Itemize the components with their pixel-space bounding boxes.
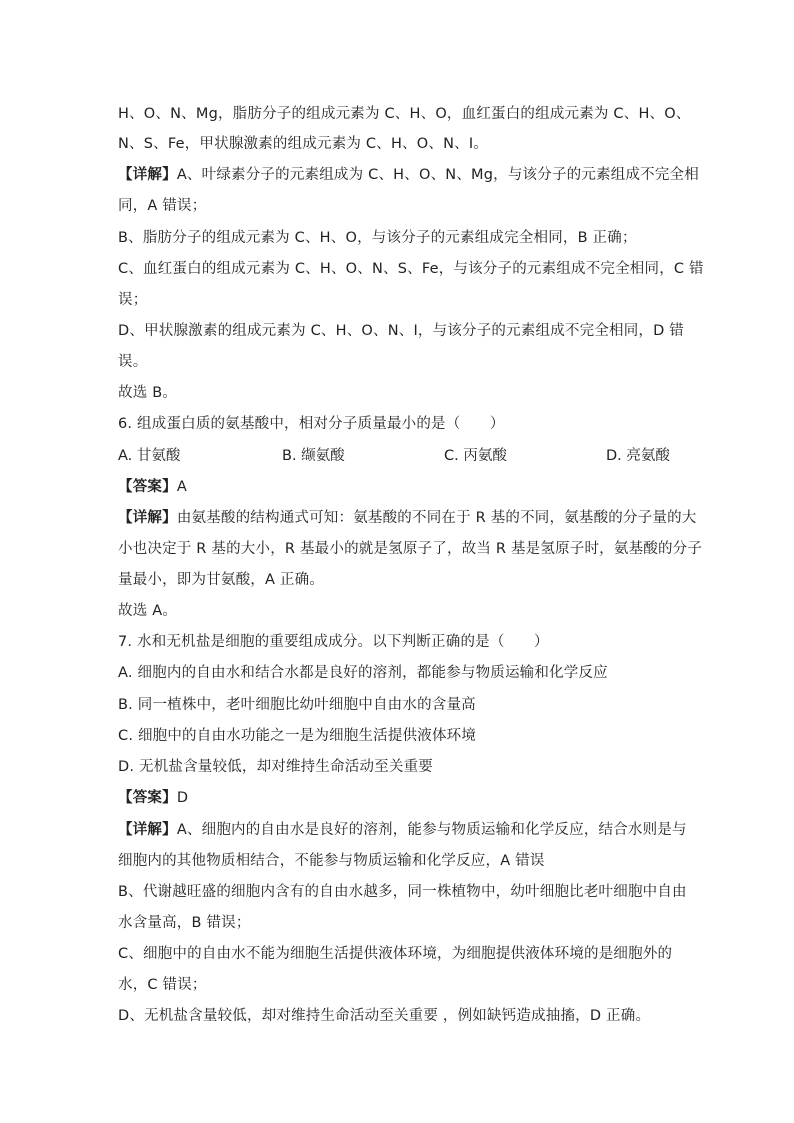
q7-option-b: B. 同一植株中，老叶细胞比幼叶细胞中自由水的含量高 [118, 697, 476, 713]
q7-option-a: A. 细胞内的自由水和结合水都是良好的溶剂，都能参与物质运输和化学反应 [118, 665, 608, 681]
text-line: 故选 B。 [118, 385, 178, 401]
detail-tag: 【详解】 [118, 510, 177, 526]
text-line: 误。 [118, 354, 148, 370]
text-line: D、甲状腺激素的组成元素为 C、H、O、N、I，与该分子的元素组成不完全相同，D 错 [118, 323, 685, 339]
answer-line: 【答案】A [118, 479, 187, 495]
text-line: B、代谢越旺盛的细胞内含有的自由水越多，同一株植物中，幼叶细胞比老叶细胞中自由 [118, 884, 687, 900]
q7-option-c: C. 细胞中的自由水功能之一是为细胞生活提供液体环境 [118, 728, 477, 744]
q7-option-d: D. 无机盐含量较低，却对维持生命活动至关重要 [118, 759, 433, 775]
text-line: 同，A 错误； [118, 198, 207, 214]
text-line: 误； [118, 292, 148, 308]
text-line: C、血红蛋白的组成元素为 C、H、O、N、S、Fe，与该分子的元素组成不完全相同，C 错 [118, 261, 704, 277]
text-line: 故选 A。 [118, 603, 178, 619]
answer-tag: 【答案】 [118, 790, 177, 806]
q6-option-a: A. 甘氨酸 [118, 448, 181, 464]
q6-option-d: D. 亮氨酸 [606, 448, 670, 464]
detail-line: 【详解】A、叶绿素分子的元素组成为 C、H、O、N、Mg，与该分子的元素组成不完全相 [118, 167, 699, 183]
detail-tag: 【详解】 [118, 822, 177, 838]
detail-tag: 【详解】 [118, 167, 177, 183]
text-line: 水，C 错误； [118, 977, 207, 993]
detail-line: 【详解】由氨基酸的结构通式可知：氨基酸的不同在于 R 基的不同，氨基酸的分子量的大 [118, 510, 697, 526]
answer-line: 【答案】D [118, 790, 189, 806]
text-line: B、脂肪分子的组成元素为 C、H、O，与该分子的元素组成完全相同，B 正确； [118, 230, 637, 246]
text-line: D、无机盐含量较低，却对维持生命活动至关重要 ，例如缺钙造成抽搐，D 正确。 [118, 1008, 651, 1024]
text-line: H、O、N、Mg，脂肪分子的组成元素为 C、H、O，血红蛋白的组成元素为 C、H、O、 [118, 106, 691, 122]
detail-line: 【详解】A、细胞内的自由水是良好的溶剂，能参与物质运输和化学反应，结合水则是与 [118, 822, 687, 838]
text-line: N、S、Fe，甲状腺激素的组成元素为 C、H、O、N、I。 [118, 136, 488, 152]
text-line: 细胞内的其他物质相结合，不能参与物质运输和化学反应，A 错误 [118, 853, 545, 869]
answer-tag: 【答案】 [118, 479, 177, 495]
text-line: C、细胞中的自由水不能为细胞生活提供液体环境，为细胞提供液体环境的是细胞外的 [118, 946, 673, 962]
q6-option-b: B. 缬氨酸 [282, 448, 345, 464]
text-line: 小也决定于 R 基的大小，R 基最小的就是氢原子了，故当 R 基是氢原子时，氨基酸的分子 [118, 541, 703, 557]
q6-option-c: C. 丙氨酸 [444, 448, 507, 464]
text-line: 水含量高，B 错误； [118, 915, 251, 931]
text-line: 量最小，即为甘氨酸，A 正确。 [118, 572, 325, 588]
question-7: 7. 水和无机盐是细胞的重要组成成分。以下判断正确的是（ ） [118, 634, 549, 650]
question-6: 6. 组成蛋白质的氨基酸中，相对分子质量最小的是（ ） [118, 416, 505, 432]
